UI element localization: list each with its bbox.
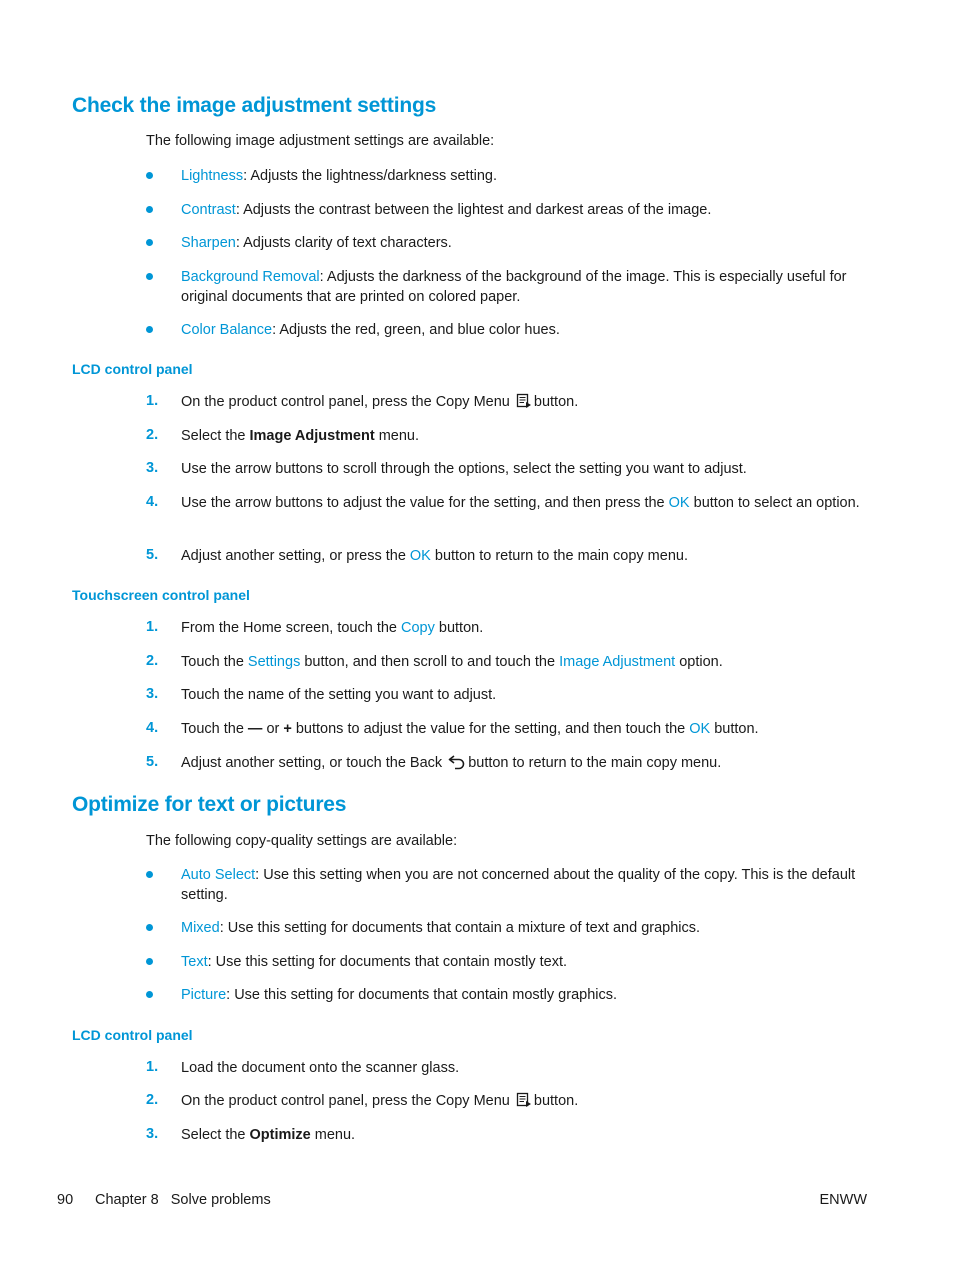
term-link[interactable]: Contrast: [181, 202, 236, 218]
step-number: 2.: [146, 427, 159, 443]
bullet-icon: [146, 958, 153, 965]
list-item: [146, 234, 876, 254]
bullet-icon: [146, 273, 153, 280]
step-item: [146, 1092, 876, 1112]
step-text-or: or: [262, 721, 284, 737]
term-link[interactable]: Mixed: [181, 920, 220, 936]
term-link[interactable]: Auto Select: [181, 867, 256, 883]
step-text-end: button.: [710, 721, 759, 737]
step-text-mid: buttons to adjust the value for the setting, and then touch the: [291, 721, 690, 737]
term-link[interactable]: Picture: [181, 987, 227, 1003]
term-link[interactable]: Lightness: [181, 168, 244, 184]
ok-link[interactable]: OK: [668, 495, 690, 511]
plus-symbol: +: [283, 721, 292, 737]
copy-link[interactable]: Copy: [401, 620, 435, 636]
step-text: Touch the: [181, 654, 248, 670]
step-item: [146, 1059, 876, 1079]
list-item: [146, 268, 876, 307]
section-intro: The following image adjustment settings are available:: [146, 133, 495, 149]
step-text: Adjust another setting, or touch the Back: [181, 755, 443, 771]
section-title-optimize: Optimize for text or pictures: [72, 793, 347, 816]
ok-link[interactable]: OK: [689, 721, 711, 737]
step-number: 5.: [146, 754, 159, 770]
step-number: 5.: [146, 547, 159, 563]
step-text: Touch the: [181, 721, 248, 737]
step-text-end: button to select an option.: [689, 495, 860, 511]
step-text: Select the: [181, 428, 250, 444]
step-number: 3.: [146, 460, 159, 476]
menu-name: Image Adjustment: [249, 428, 375, 444]
bullet-icon: [146, 172, 153, 179]
image-adjustment-link[interactable]: Image Adjustment: [559, 654, 676, 670]
step-item: [146, 460, 876, 480]
step-number: 1.: [146, 393, 159, 409]
step-number: 2.: [146, 1092, 159, 1108]
subheading-lcd-control-panel: LCD control panel: [72, 1027, 193, 1043]
step-text-end: menu.: [310, 1127, 356, 1143]
term-link[interactable]: Color Balance: [181, 322, 273, 338]
step-number: 1.: [146, 1059, 159, 1075]
step-text-end: button to return to the main copy menu.: [430, 548, 688, 564]
term-description: : Use this setting for documents that contain mostly graphics.: [226, 987, 618, 1003]
list-item: [146, 167, 876, 187]
term-description: : Use this setting for documents that contain a mixture of text and graphics.: [219, 920, 701, 936]
section-title-image-adjustment: Check the image adjustment settings: [72, 94, 437, 117]
copy-menu-icon: [516, 393, 532, 409]
list-item: [146, 201, 876, 221]
term-description: : Adjusts the darkness of the background of the image. This is especially useful for original documents that are printed on colored paper.: [181, 269, 847, 305]
step-item: [146, 393, 876, 413]
step-item: [146, 653, 876, 673]
subheading-touchscreen-control-panel: Touchscreen control panel: [72, 587, 250, 603]
term-description: : Adjusts the red, green, and blue color hues.: [272, 322, 560, 338]
step-item: [146, 619, 876, 639]
step-text: On the product control panel, press the Copy Menu: [181, 1093, 510, 1109]
step-number: 1.: [146, 619, 159, 635]
step-text: Load the document onto the scanner glass.: [181, 1060, 460, 1076]
settings-link[interactable]: Settings: [247, 654, 301, 670]
term-description: : Adjusts clarity of text characters.: [235, 235, 452, 251]
bullet-icon: [146, 924, 153, 931]
step-item: [146, 1126, 876, 1146]
ok-link[interactable]: OK: [409, 548, 431, 564]
step-text: Select the: [181, 1127, 250, 1143]
term-description: : Adjusts the contrast between the lightest and darkest areas of the image.: [235, 202, 712, 218]
step-item: [146, 686, 876, 706]
step-number: 3.: [146, 686, 159, 702]
step-text: Adjust another setting, or press the: [181, 548, 410, 564]
chapter-label: Chapter 8 Solve problems: [95, 1192, 271, 1208]
list-item: [146, 986, 876, 1006]
bullet-icon: [146, 871, 153, 878]
term-description: : Use this setting when you are not concerned about the quality of the copy. This is the default setting.: [181, 867, 856, 903]
footer-right-label: ENWW: [819, 1192, 867, 1208]
step-number: 3.: [146, 1126, 159, 1142]
term-description: : Use this setting for documents that contain mostly text.: [207, 954, 568, 970]
step-text: Use the arrow buttons to adjust the value for the setting, and then press the: [181, 495, 669, 511]
step-item: [146, 754, 876, 774]
step-text-end: button.: [434, 620, 484, 636]
bullet-icon: [146, 326, 153, 333]
step-item: [146, 547, 876, 567]
step-text-end: option.: [675, 654, 723, 670]
list-item: [146, 866, 876, 905]
step-number: 4.: [146, 720, 159, 736]
step-text: On the product control panel, press the Copy Menu: [181, 394, 510, 410]
step-text-end: button.: [533, 394, 579, 410]
step-text: From the Home screen, touch the: [181, 620, 402, 636]
menu-name: Optimize: [249, 1127, 311, 1143]
step-item: [146, 427, 876, 447]
step-text-mid: button, and then scroll to and touch the: [300, 654, 560, 670]
step-item: [146, 720, 876, 740]
section-intro: The following copy-quality settings are available:: [146, 833, 458, 849]
minus-symbol: —: [247, 721, 263, 737]
term-link[interactable]: Background Removal: [181, 269, 320, 285]
term-link[interactable]: Text: [181, 954, 208, 970]
term-description: : Adjusts the lightness/darkness setting.: [243, 168, 497, 184]
step-number: 4.: [146, 494, 159, 510]
bullet-icon: [146, 991, 153, 998]
bullet-icon: [146, 206, 153, 213]
list-item: [146, 953, 876, 973]
list-item: [146, 919, 876, 939]
back-arrow-icon: [448, 754, 466, 770]
step-item: [146, 494, 876, 514]
step-number: 2.: [146, 653, 159, 669]
step-text-end: button to return to the main copy menu.: [468, 755, 722, 771]
step-text: Use the arrow buttons to scroll through the options, select the setting you want to adjust.: [181, 461, 747, 477]
list-item: [146, 321, 876, 341]
subheading-lcd-control-panel: LCD control panel: [72, 361, 193, 377]
copy-menu-icon: [516, 1092, 532, 1108]
term-link[interactable]: Sharpen: [181, 235, 236, 251]
step-text-end: menu.: [374, 428, 420, 444]
bullet-icon: [146, 239, 153, 246]
step-text-end: button.: [533, 1093, 579, 1109]
page-number: 90: [57, 1192, 74, 1208]
step-text: Touch the name of the setting you want to adjust.: [181, 687, 497, 703]
